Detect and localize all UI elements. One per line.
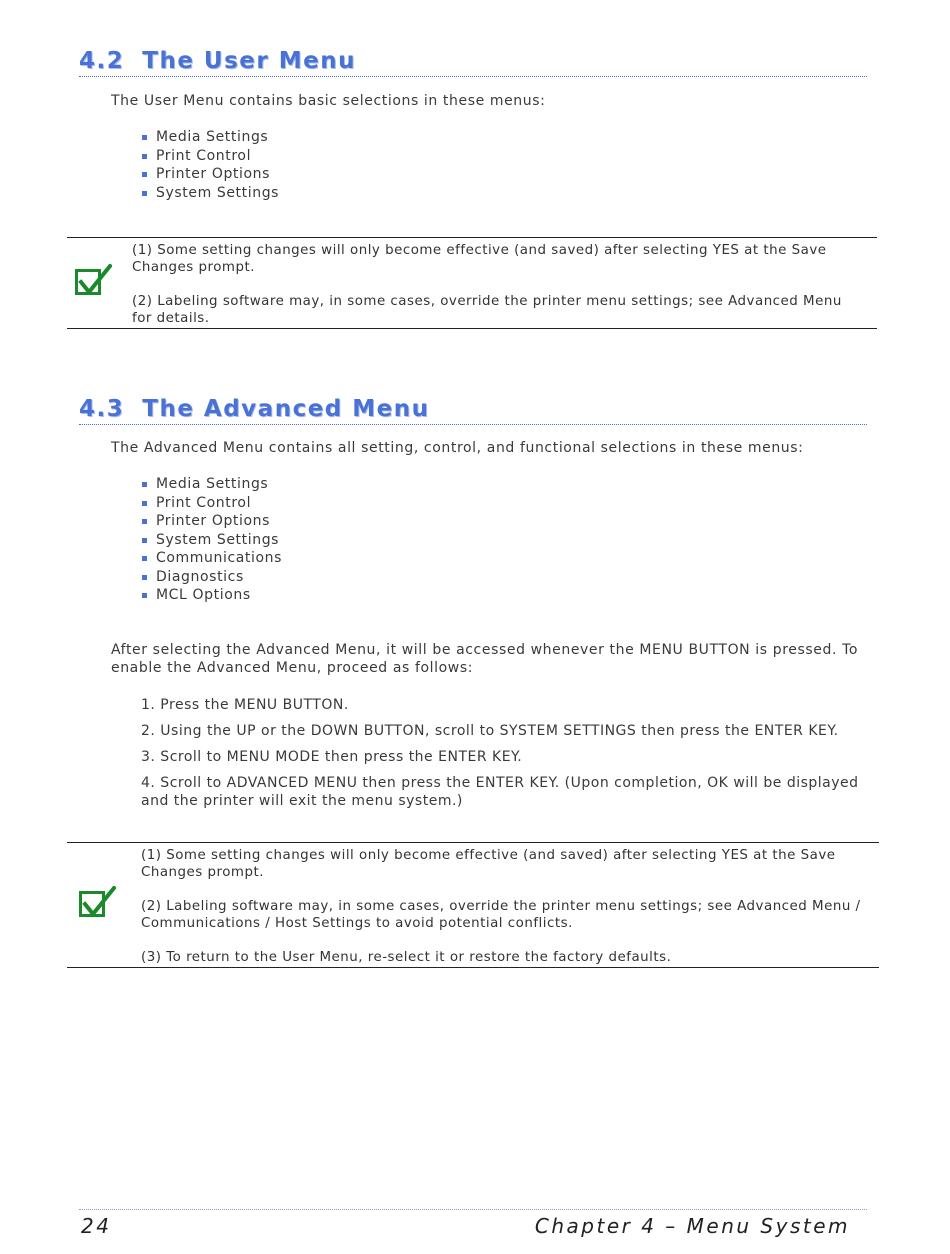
bullet-square-icon <box>142 482 147 487</box>
section-intro: The Advanced Menu contains all setting, control, and functional selections in these menus: <box>111 440 804 456</box>
footer-divider <box>79 1209 867 1210</box>
section-intro: The User Menu contains basic selections in these menus: <box>111 93 546 109</box>
bullet-square-icon <box>142 135 147 140</box>
list-item: 3. Scroll to MENU MODE then press the ENTER KEY. <box>141 749 523 765</box>
bullet-square-icon <box>142 519 147 524</box>
section-number: 4.3 <box>79 396 125 422</box>
section-number: 4.2 <box>79 48 125 74</box>
list-item: System Settings <box>142 531 282 550</box>
bullet-square-icon <box>142 154 147 159</box>
note-item: (1) Some setting changes will only become effective (and saved) after selecting YES at the Save Changes prompt. <box>132 243 827 275</box>
list-item: Media Settings <box>142 475 282 494</box>
list-item: Printer Options <box>142 512 282 531</box>
list-item: Communications <box>142 549 282 568</box>
list-item: System Settings <box>142 184 279 203</box>
advanced-menu-list <box>142 475 282 605</box>
list-item: Diagnostics <box>142 568 282 587</box>
list-item: Print Control <box>142 147 279 166</box>
checkbox-check-icon <box>79 891 105 917</box>
note-item: (1) Some setting changes will only become effective (and saved) after selecting YES at the Save Changes prompt. <box>141 848 836 880</box>
note-item: (3) To return to the User Menu, re-select it or restore the factory defaults. <box>141 950 672 965</box>
bullet-square-icon <box>142 575 147 580</box>
list-item: Printer Options <box>142 165 279 184</box>
bullet-square-icon <box>142 501 147 506</box>
note-item: (2) Labeling software may, in some cases, override the printer menu settings; see Advanced Menu / Communications / Host Settings to avoid potential conflicts. <box>141 899 861 931</box>
note-text <box>132 242 862 327</box>
list-item: Media Settings <box>142 128 279 147</box>
note-box-advanced-menu <box>67 842 879 968</box>
list-item: 4. Scroll to ADVANCED MENU then press the ENTER KEY. (Upon completion, OK will be displayed and the printer will exit the menu system.) <box>141 775 859 809</box>
bullet-square-icon <box>142 556 147 561</box>
list-item: 1. Press the MENU BUTTON. <box>141 697 349 713</box>
note-text <box>141 847 867 966</box>
bullet-square-icon <box>142 593 147 598</box>
advanced-menu-instructions: After selecting the Advanced Menu, it will be accessed whenever the MENU BUTTON is pressed. To enable the Advanced Menu, proceed as follows: <box>111 642 859 676</box>
page-number: 24 <box>81 1214 112 1238</box>
bullet-square-icon <box>142 191 147 196</box>
list-item: 2. Using the UP or the DOWN BUTTON, scroll to SYSTEM SETTINGS then press the ENTER KEY. <box>141 723 839 739</box>
note-item: (2) Labeling software may, in some cases, override the printer menu settings; see Advanced Menu for details. <box>132 294 842 326</box>
chapter-title: Chapter 4 – Menu System <box>534 1214 850 1238</box>
list-item: Print Control <box>142 494 282 513</box>
section-title: The Advanced Menu <box>142 396 430 422</box>
bullet-square-icon <box>142 172 147 177</box>
enable-steps-list <box>141 696 871 818</box>
note-box-user-menu <box>67 237 877 329</box>
section-title: The User Menu <box>142 48 356 74</box>
section-heading-4-3 <box>79 396 867 425</box>
user-menu-list <box>142 128 279 202</box>
bullet-square-icon <box>142 538 147 543</box>
list-item: MCL Options <box>142 586 282 605</box>
checkbox-check-icon <box>75 269 101 295</box>
section-heading-4-2 <box>79 48 867 77</box>
